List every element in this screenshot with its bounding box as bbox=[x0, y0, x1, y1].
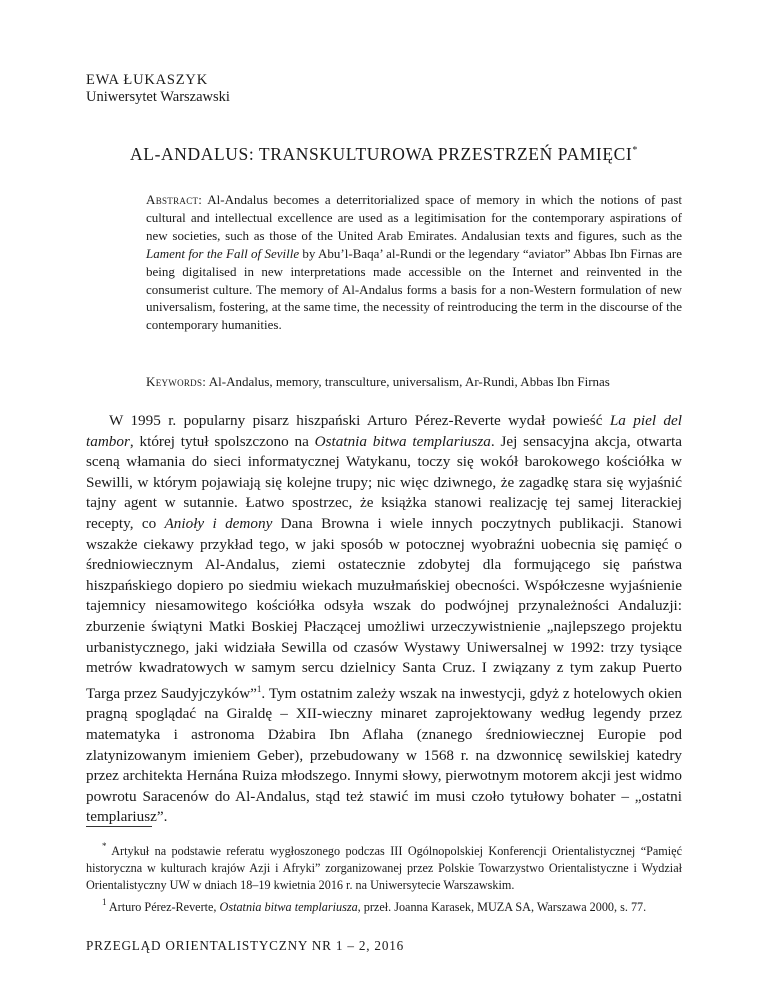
body-italic-2: Ostatnia bitwa templariusza bbox=[314, 432, 491, 450]
abstract-label: Abstract: bbox=[146, 192, 203, 207]
body-paragraph bbox=[86, 411, 682, 828]
article-title bbox=[86, 144, 682, 165]
footnote-1-text-a: Arturo Pérez-Reverte, bbox=[106, 900, 220, 915]
title-footnote-mark[interactable]: * bbox=[632, 145, 638, 156]
article-title-text: AL-ANDALUS: TRANSKULTUROWA PRZESTRZEŃ PAMIĘCI bbox=[130, 144, 633, 164]
footnote-1-mark: 1 bbox=[102, 897, 107, 908]
author-affiliation: Uniwersytet Warszawski bbox=[86, 89, 230, 105]
footnotes bbox=[86, 838, 682, 916]
footnote-star-mark: * bbox=[102, 841, 107, 851]
body-italic-3: Anioły i demony bbox=[164, 514, 273, 532]
abstract-text-1: Al-Andalus becomes a deterritorialized space of memory in which the notions of past cultural and intellectual excellence are used as a legitimisation for the contemporary aspirations of new societies, such as those of the United Arab Emirates. Andalusian texts and figures, such as the bbox=[146, 192, 682, 243]
journal-footer: PRZEGLĄD ORIENTALISTYCZNY NR 1 – 2, 2016 bbox=[86, 938, 405, 953]
body-text-3: . Jej sensacyjna akcja, otwarta sceną włamania do sieci informatycznej Watykanu, toczy się wokół barokowego kościółka w Sewilli, w którym pojawiają się kolejne trupy; nic więc dziwnego, że zagadkę stara się wyjaśnić tajny agent w sutannie. Łatwo spostrzec, że książka stanowi realizację tej samej literackiej recepty, co bbox=[86, 432, 682, 532]
footnote-divider bbox=[86, 826, 152, 827]
footnote-star-text: Artykuł na podstawie referatu wygłoszonego podczas III Ogólnopolskiej Konferencji Orientalistycznej “Pamięć historyczna w kulturach krajów Azji i Afryki” zorganizowanej przez Polskie Towarzystwo Orientalistyczne i Wydział Orientalistyczny UW w dniach 18–19 kwietnia 2016 r. na Uniwersytecie Warszawskim. bbox=[86, 844, 682, 893]
footnote-star bbox=[86, 838, 682, 894]
footnote-1-text-b: , przeł. Joanna Karasek, MUZA SA, Warszawa 2000, s. 77. bbox=[357, 900, 647, 915]
footnote-1 bbox=[86, 894, 682, 916]
body-italic-1: La piel del tambor bbox=[86, 412, 682, 450]
footnote-1-italic: Ostatnia bitwa templariusza bbox=[219, 900, 358, 915]
keywords bbox=[146, 373, 706, 390]
body-text-4: Dana Browna i wiele innych poczytnych publikacji. Stanowi wszakże ciekawy przykład tego, w jaki sposób w potocznej wyobraźni uobecnia się pamięć o średniowiecznym Al-Andalus, ziemi ostatecznie zdobytej dla formującego się państwa hiszpańskiego dopiero po siedmiu wiekach muzułmańskiej obecności. Współczesne wyjaśnienie tajemnicy niesamowitego kościółka odsyła wszak do podwójnej przynależności Andaluzji: zburzenie świątyni Matki Boskiej Płaczącej umożliwi urzeczywistnienie „najlepszego projektu urbanistycznego, jaki widziała Sewilla od czasów Wystawy Uniwersalnej w 1992: trzy tysiące metrów kwadratowych w samym sercu dzielnicy Santa Cruz. I związany z tym zakup Puerto Targa przez Saudyjczyków” bbox=[86, 514, 682, 702]
abstract bbox=[146, 191, 682, 334]
body-text-5: . Tym ostatnim zależy wszak na inwestycji, gdyż z hotelowych okien pragną spoglądać na Giraldę – XII-wieczny minaret zaprojektowany według legendy przez matematyka i astronoma Dżabira Ibn Aflaha (znanego średniowiecznej Europie pod zlatynizowanym imieniem Geber), przebudowany w 1568 r. na dzwonnicę sewilskiej katedry przez architekta Hernána Ruiza młodszego. Innymi słowy, pierwotnym motorem akcji jest widmo powrotu Saracenów do Al-Andalus, stąd też stawić im musi czoło tytułowy bohater – „ostatni templariusz”. bbox=[86, 684, 682, 826]
abstract-italic-title: Lament for the Fall of Seville bbox=[146, 245, 300, 261]
abstract-text-2: by Abu’l-Baqa’ al-Rundi or the legendary “aviator” Abbas Ibn Firnas are being digitalised in new interpretations made accessible on the Internet and reinvented in the consumerist culture. The memory of Al-Andalus forms a basis for a non-Western formulation of new universalism, fostering, at the same time, the necessity of reintroducing the term in the discourse of the contemporary humanities. bbox=[146, 245, 682, 333]
footnote-ref-1[interactable]: 1 bbox=[256, 683, 262, 694]
body-text-1: W 1995 r. popularny pisarz hiszpański Arturo Pérez-Reverte wydał powieść bbox=[109, 412, 610, 429]
author-name: EWA ŁUKASZYK bbox=[86, 72, 208, 88]
keywords-label: Keywords: bbox=[146, 374, 207, 389]
keywords-text: Al-Andalus, memory, transculture, universalism, Ar-Rundi, Abbas Ibn Firnas bbox=[206, 374, 610, 389]
body-text-2: , której tytuł spolszczono na bbox=[129, 432, 315, 450]
